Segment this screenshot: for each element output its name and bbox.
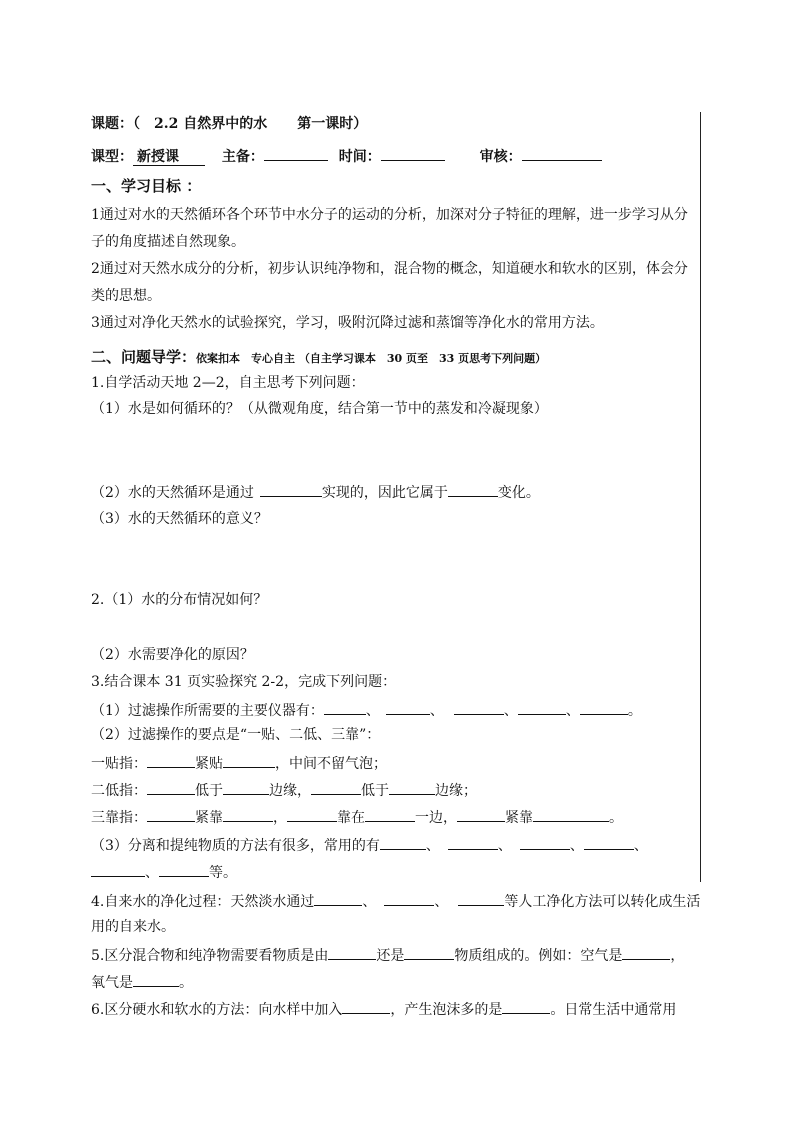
topic-line [91,114,367,134]
two-low-text-d: 低于 [361,783,389,799]
q4-text-b: 等人工净化方法可以转化成生活 [504,894,701,910]
q4-blank-3[interactable] [458,890,504,906]
question-3: 3.结合课本 31 页实验探究 2-2，完成下列问题： [91,674,397,690]
one-stick-text-c: ，中间不留气泡； [275,756,387,772]
question-4: 4.自来水的净化过程：天然淡水通过 、 、 等人工净化方法可以转化成生活 [91,890,700,912]
method-blank-4[interactable] [584,834,634,850]
section-heading-goals: 一、学习目标 ： [91,177,202,195]
one-stick-line [91,752,387,774]
question-3-2: （2）过滤操作的要点是“一贴、二低、三靠”： [91,727,381,743]
lesson-type-label: 课型： [91,149,133,165]
q6-text-b: ，产生泡沫多的是 [390,1002,503,1018]
topic-period: 第一课时） [297,116,368,132]
two-low-blank-1[interactable] [147,779,195,795]
q5-text-c: 物质组成的。例如：空气是 [454,948,623,964]
section-heading-questions [91,347,546,369]
question-1-3: （3）水的天然循环的意义？ [91,511,268,527]
two-low-label: 二低指： [91,783,147,799]
q3-1-text: （1）过滤操作所需要的主要仪器有： [91,703,324,719]
q5-text-d: ， [670,948,685,964]
q5-blank-1[interactable] [328,944,376,960]
q1-2-text-b: 实现的，因此它属于 [321,485,448,501]
two-low-text-e: 边缘； [435,783,477,799]
preparer-label: 主备： [221,149,264,165]
three-lean-text-c: ， [273,810,287,826]
three-lean-blank-3[interactable] [287,806,337,822]
one-stick-text-b: 紧贴 [195,756,223,772]
q6-text-a: 6.区分硬水和软水的方法：向水样中加入 [91,1002,343,1018]
question-3-3-cont: 、 等。 [91,861,237,883]
goal-1b: 子的角度描述自然现象。 [91,234,245,250]
q4-blank-2[interactable] [384,890,434,906]
q5-blank-2[interactable] [404,944,454,960]
three-lean-blank-1[interactable] [147,806,195,822]
q6-text-c: 。日常生活中通常用 [550,1002,677,1018]
instrument-blank-2[interactable] [386,699,430,715]
q6-blank-1[interactable] [342,998,390,1014]
method-blank-5[interactable] [91,861,145,877]
q5-text-a: 5.区分混合物和纯净物需要看物质是由 [91,948,329,964]
three-lean-text-g: 。 [609,810,623,826]
question-3-3: （3）分离和提纯物质的方法有很多，常用的有 、 、 、 、 [91,834,648,856]
question-1: 1.自学活动天地 2—2，自主思考下列问题： [91,375,365,391]
goal-2b: 类的思想。 [91,288,161,304]
two-low-text-c: 边缘， [269,783,311,799]
two-low-blank-2[interactable] [223,779,269,795]
q4-text-a: 4.自来水的净化过程：天然淡水通过 [91,894,315,910]
topic-text: 2.2 自然界中的水 [154,116,268,132]
time-label: 时间： [338,149,381,165]
three-lean-blank-4[interactable] [365,806,415,822]
question-2-1: 2.（1）水的分布情况如何？ [91,592,268,608]
method-blank-1[interactable] [380,834,426,850]
q3-3-text: （3）分离和提纯物质的方法有很多，常用的有 [91,838,380,854]
instrument-blank-3[interactable] [454,699,504,715]
q5-text-b: 还是 [376,948,405,964]
goal-3: 3通过对净化天然水的试验探究，学习，吸附沉降过滤和蒸馏等净化水的常用方法。 [91,315,604,331]
one-stick-blank-2[interactable] [223,752,275,768]
three-lean-blank-5[interactable] [457,806,505,822]
question-3-1: （1）过滤操作所需要的主要仪器有： 、 、 、 、 。 [91,699,642,721]
question-5-cont [91,971,193,993]
q3-3-end: 等。 [209,865,237,881]
q4-blank-1[interactable] [314,890,362,906]
two-low-blank-3[interactable] [311,779,361,795]
three-lean-text-b: 紧靠 [195,810,223,826]
three-lean-line [91,806,623,828]
one-stick-blank-1[interactable] [147,752,195,768]
q1-2-blank-1[interactable] [260,481,322,497]
question-5 [91,944,684,966]
question-6 [91,998,676,1020]
questions-heading-note: 依案扣本 专心自主 （自主学习课本 30 页至 33 页思考下列问题） [196,352,547,365]
instrument-blank-4[interactable] [518,699,566,715]
three-lean-text-f: 紧靠 [505,810,533,826]
method-blank-2[interactable] [448,834,498,850]
question-1-1: （1）水是如何循环的？（从微观角度，结合第一节中的蒸发和冷凝现象） [91,401,548,417]
two-low-line [91,779,477,801]
preparer-blank[interactable] [264,145,328,161]
questions-heading: 二、问题导学： [91,348,197,366]
goal-2a: 2通过对天然水成分的分析，初步认识纯净物和，混合物的概念，知道硬水和软水的区别，体会分 [91,261,688,277]
q6-blank-2[interactable] [502,998,550,1014]
method-blank-3[interactable] [520,834,570,850]
question-1-2 [91,481,540,503]
two-low-blank-4[interactable] [389,779,435,795]
instrument-blank-5[interactable] [580,699,628,715]
instrument-blank-1[interactable] [324,699,366,715]
one-stick-label: 一贴指： [91,756,147,772]
q5-text-e: 氧气是 [91,975,133,991]
question-2-2: （2）水需要净化的原因？ [91,647,254,663]
q1-2-text-c: 变化。 [497,485,540,501]
q5-blank-4[interactable] [133,971,179,987]
q1-2-blank-2[interactable] [448,481,498,497]
q5-text-f: 。 [179,975,193,991]
goal-1a: 1通过对水的天然循环各个环节中水分子的运动的分析，加深对分子特征的理解，进一步学习从分 [91,207,688,223]
three-lean-blank-6[interactable] [533,806,609,822]
reviewer-blank[interactable] [522,145,602,161]
q1-2-text-a: （2）水的天然循环是通过 [91,485,254,501]
topic-label: 课题：（ [91,116,140,132]
q5-blank-3[interactable] [622,944,670,960]
lesson-info-line [91,145,602,167]
three-lean-blank-2[interactable] [223,806,273,822]
three-lean-text-e: 一边， [415,810,457,826]
reviewer-label: 审核： [479,149,522,165]
lesson-type-value: 新授课 [133,149,205,166]
right-margin-rule [700,112,701,882]
three-lean-label: 三靠指： [91,810,147,826]
question-4-cont: 用的自来水。 [91,919,175,935]
time-blank[interactable] [381,145,445,161]
method-blank-6[interactable] [159,861,209,877]
two-low-text-b: 低于 [195,783,223,799]
three-lean-text-d: 靠在 [337,810,365,826]
